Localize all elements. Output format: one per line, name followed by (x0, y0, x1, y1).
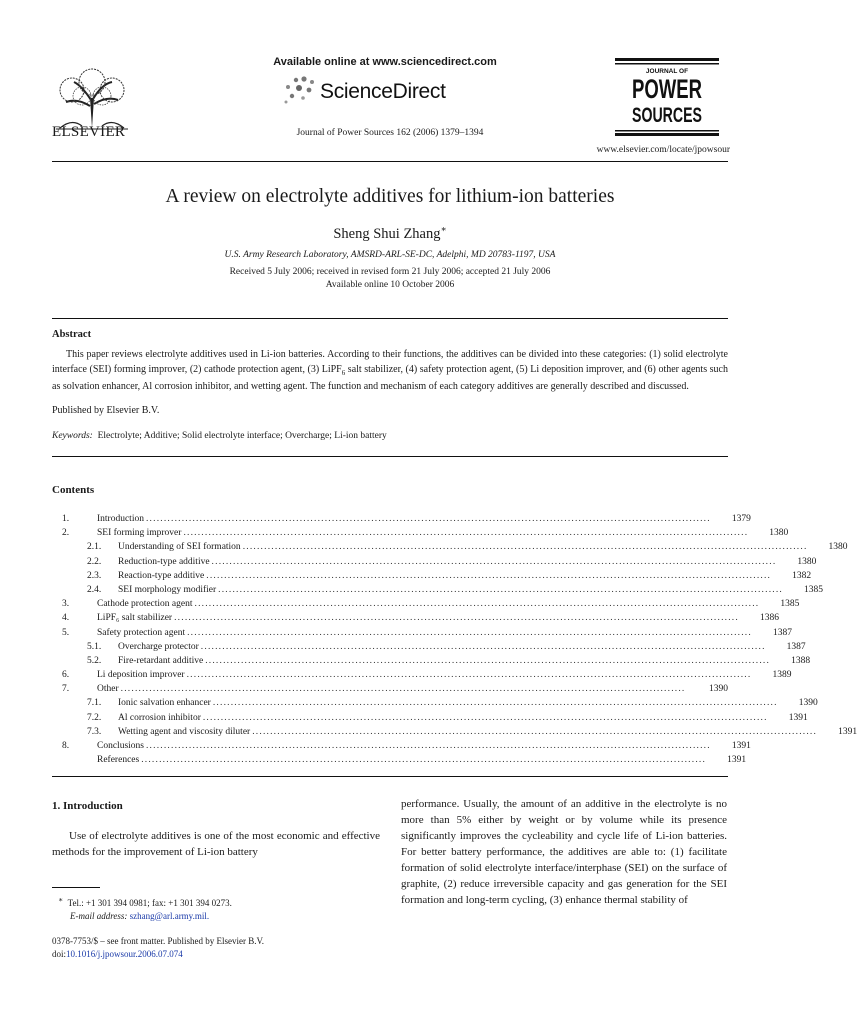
keywords-line (52, 431, 387, 441)
toc-num: 2.1. (87, 542, 102, 553)
toc-page: 1386 (759, 613, 779, 624)
intro-paragraph: Use of electrolyte additives is one of the most economic and effective methods for the improvement of Li-ion battery (52, 830, 380, 858)
table-of-contents (52, 512, 857, 767)
toc-num: 7.2. (87, 712, 102, 723)
toc-row[interactable] (52, 611, 779, 625)
toc-leader: .............................................................................................................................................................. (206, 570, 772, 581)
toc-num: 7.3. (87, 726, 102, 737)
abstract-top-rule (52, 318, 728, 319)
article-dates (52, 266, 728, 292)
intro-paragraph-continued: performance. Usually, the amount of an additive in the electrolyte is no more than 5% either by weight or by volume while its presence significantly improves the cycleability and cycle life of Li-ion batteries. For better battery performance, the additives are able to: (1) facilitate formation of solid electrolyte interface/interphase (SEI) on the surface of graphite, (2) reduce irreversible capacity and gas generation for the SEI formation and long-term cycling, (3) enhance thermal stability of (401, 798, 727, 906)
toc-page: 1385 (780, 599, 800, 610)
footnote-phone: Tel.: +1 301 394 0981; fax: +1 301 394 0273. (67, 898, 232, 908)
footnote-email-label: E-mail address: (70, 911, 128, 921)
abstract-subscript: 6 (341, 368, 346, 377)
received-dates: Received 5 July 2006; received in revised form 21 July 2006; accepted 21 July 2006 (229, 267, 551, 277)
toc-leader: .............................................................................................................................................................. (205, 655, 771, 666)
journal-logo-line2: SOURCES (632, 104, 702, 127)
toc-title: Fire-retardant additive (118, 655, 204, 666)
author-footnote-mark[interactable]: ∗ (440, 224, 447, 234)
toc-num: 7.1. (87, 698, 102, 709)
toc-leader: .............................................................................................................................................................. (200, 641, 766, 652)
toc-num: 7. (62, 684, 70, 695)
doi-link[interactable]: 10.1016/j.jpowsour.2006.07.074 (66, 949, 183, 959)
toc-num: 3. (62, 599, 70, 610)
contents-heading: Contents (52, 484, 95, 496)
toc-row[interactable] (52, 725, 857, 739)
issn-line: 0378-7753/$ – see front matter. Published by Elsevier B.V. (52, 936, 265, 946)
toc-leader: .............................................................................................................................................................. (194, 599, 760, 610)
toc-page: 1391 (838, 726, 857, 737)
author-affiliation: U.S. Army Research Laboratory, AMSRD-ARL-SE-DC, Adelphi, MD 20783-1197, USA (224, 250, 556, 260)
toc-page: 1379 (731, 514, 751, 524)
toc-page: 1388 (791, 655, 811, 666)
toc-row[interactable] (52, 654, 811, 668)
toc-row[interactable] (52, 512, 751, 526)
journal-power-sources-logo (615, 58, 719, 136)
toc-page: 1380 (828, 542, 848, 553)
toc-row[interactable] (52, 540, 848, 554)
toc-row[interactable] (52, 583, 824, 597)
front-matter-notice (52, 935, 382, 961)
toc-title: SEI morphology modifier (118, 584, 217, 595)
abstract-text (52, 348, 728, 395)
toc-title: Li deposition improver (97, 670, 185, 681)
toc-title: Reaction-type additive (118, 570, 205, 581)
toc-row[interactable] (52, 711, 808, 725)
toc-num: 1. (62, 514, 70, 524)
toc-num: 6. (62, 670, 70, 681)
toc-page: 1385 (804, 584, 824, 595)
toc-num: 5. (62, 627, 70, 638)
journal-logo-top: JOURNAL OF (645, 68, 689, 75)
toc-row[interactable] (52, 753, 747, 767)
toc-leader: .............................................................................................................................................................. (183, 528, 749, 539)
doi-label: doi: (52, 949, 67, 959)
doi-line (52, 948, 382, 961)
toc-title: Overcharge protector (118, 641, 199, 652)
toc-leader: .............................................................................................................................................................. (211, 556, 777, 567)
toc-title: Introduction (97, 514, 144, 524)
section-heading-introduction: 1. Introduction (52, 800, 123, 812)
author-name: Sheng Shui Zhang (333, 225, 441, 242)
toc-num: 2. (62, 528, 70, 539)
toc-leader: .............................................................................................................................................................. (202, 712, 768, 723)
toc-page: 1387 (786, 641, 806, 652)
toc-num: 8. (62, 741, 70, 751)
footnote-contact-line (58, 893, 378, 910)
toc-num: 5.2. (87, 655, 102, 666)
published-by: Published by Elsevier B.V. (52, 405, 160, 416)
toc-page: 1380 (769, 528, 789, 539)
toc-row[interactable] (52, 555, 817, 569)
toc-page: 1391 (788, 712, 808, 723)
available-online-date: Available online 10 October 2006 (325, 280, 455, 290)
toc-leader: .............................................................................................................................................................. (120, 684, 686, 695)
author-line (52, 224, 728, 243)
contents-bottom-rule (52, 776, 728, 777)
toc-page: 1390 (709, 684, 728, 695)
toc-title: References (97, 755, 140, 766)
toc-title: Understanding of SEI formation (118, 542, 241, 553)
toc-num: 5.1. (87, 641, 102, 652)
toc-title: Conclusions (97, 741, 144, 751)
footnote-email-line (58, 910, 378, 923)
abstract-heading: Abstract (52, 329, 92, 340)
toc-leader: .............................................................................................................................................................. (145, 514, 711, 524)
toc-title: Cathode protection agent (97, 599, 193, 610)
toc-row[interactable] (52, 696, 818, 710)
toc-title: Other (97, 684, 119, 695)
toc-title: Al corrosion inhibitor (118, 712, 201, 723)
journal-logo-line1: POWER (632, 74, 702, 104)
left-column-text (52, 828, 380, 860)
toc-num: 2.3. (87, 570, 102, 581)
toc-row[interactable] (52, 597, 800, 611)
toc-page: 1389 (772, 670, 792, 681)
sciencedirect-dots-icon (282, 76, 318, 106)
toc-num: 4. (62, 613, 70, 624)
toc-row[interactable] (52, 668, 792, 682)
toc-title: Safety protection agent (97, 627, 186, 638)
toc-title: SEI forming improver (97, 528, 182, 539)
toc-row[interactable] (52, 569, 812, 583)
toc-num: 2.4. (87, 584, 102, 595)
toc-page: 1390 (798, 698, 818, 709)
author-email-link[interactable]: szhang@arl.army.mil. (129, 911, 210, 921)
toc-row[interactable] (52, 739, 751, 753)
contents-top-rule (52, 456, 728, 457)
footnote-mark: ∗ (58, 895, 64, 904)
toc-row[interactable] (52, 682, 728, 696)
toc-page: 1387 (772, 627, 792, 638)
toc-leader: .............................................................................................................................................................. (186, 670, 752, 681)
article-title: A review on electrolyte additives for lithium-ion batteries (165, 186, 615, 207)
toc-leader: .............................................................................................................................................................. (252, 726, 818, 737)
sciencedirect-logo[interactable] (282, 76, 482, 110)
toc-row[interactable] (52, 526, 789, 540)
toc-leader: .............................................................................................................................................................. (242, 542, 808, 553)
journal-url-link[interactable]: www.elsevier.com/locate/jpowsour (596, 145, 730, 155)
right-column-text (401, 796, 727, 908)
toc-leader: .............................................................................................................................................................. (174, 613, 739, 624)
author-footnote (58, 893, 378, 923)
toc-title: LiPF₆ salt stabilizer (97, 613, 173, 624)
footnote-rule (52, 887, 100, 888)
toc-leader: .............................................................................................................................................................. (141, 755, 707, 766)
toc-title: Ionic salvation enhancer (118, 698, 211, 709)
keywords-list: Electrolyte; Additive; Solid electrolyte interface; Overcharge; Li-ion battery (97, 431, 387, 441)
toc-leader: .............................................................................................................................................................. (212, 698, 778, 709)
toc-title: Reduction-type additive (118, 556, 210, 567)
keywords-label: Keywords: (52, 431, 93, 441)
toc-title: Wetting agent and viscosity diluter (118, 726, 251, 737)
toc-page: 1380 (797, 556, 817, 567)
toc-leader: .............................................................................................................................................................. (218, 584, 784, 595)
abstract-text-part2: salt stabilizer, (4) safety protection agent, (5) Li deposition improver, and (6) other agents such as solvation enhancer, Al corrosion inhibitor, and wetting agent. The function and mechanism of each category additives are generally described and discussed. (52, 363, 728, 392)
abstract-text-part1: This paper reviews electrolyte additives used in Li-ion batteries. According to their functions, the additives can be divided into these categories: (1) solid electrolyte interface (SEI) forming improver, (2) cathode protection agent, (3) LiPF (52, 349, 728, 375)
sciencedirect-wordmark: ScienceDirect (320, 80, 446, 103)
toc-page: 1391 (731, 741, 751, 751)
toc-row[interactable] (52, 640, 806, 654)
available-online-text[interactable]: Available online at www.sciencedirect.com (273, 56, 497, 68)
toc-page: 1382 (792, 570, 812, 581)
journal-citation: Journal of Power Sources 162 (2006) 1379–1394 (296, 128, 484, 138)
toc-num: 2.2. (87, 556, 102, 567)
toc-leader: .............................................................................................................................................................. (145, 741, 711, 751)
publisher-name: ELSEVIER (52, 124, 126, 140)
toc-leader: .............................................................................................................................................................. (187, 627, 752, 638)
header-rule (52, 161, 728, 162)
toc-row[interactable] (52, 626, 792, 640)
toc-page: 1391 (727, 755, 747, 766)
